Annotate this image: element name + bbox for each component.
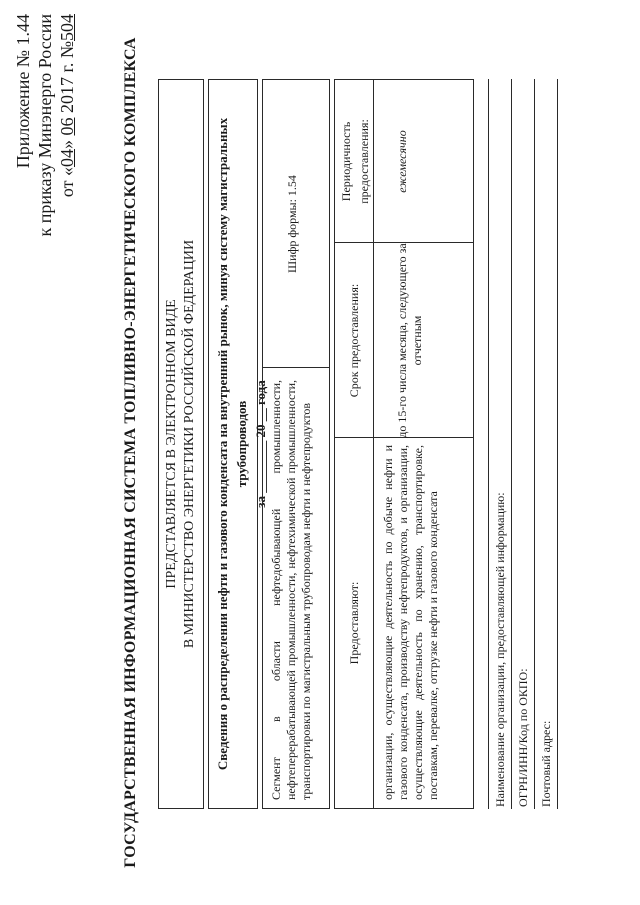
cell-provided-by: организации, осуществляющие деятельность по добыче нефти и газового конденсата, производству нефтепродуктов, и организации, осуществляющие деятельность по хранению, транспортировке, поставкам, перевалке, отгрузке нефти и газового конденсата (381, 445, 440, 800)
submission-box (158, 79, 204, 809)
appendix-title: Приложение № 1.44 (13, 14, 33, 169)
cell-frequency: ежемесячно (395, 130, 409, 193)
appendix-order: к приказу Минэнерго России (35, 14, 55, 237)
ogrn-field: ОГРН/ИНН/Код по ОКПО: (512, 79, 535, 809)
appendix-date: от «04» 06 2017 г. №504 (57, 14, 77, 198)
header-deadline: Срок предоставления: (347, 283, 361, 398)
reporting-table (334, 79, 474, 809)
appendix-number: 504 (57, 14, 77, 41)
appendix-header (12, 14, 78, 237)
report-period: за ________ 20 __ года (253, 380, 268, 508)
appendix-day: 04 (57, 149, 77, 168)
report-title-box (208, 79, 268, 809)
segment-box (262, 79, 330, 809)
submission-line-2: В МИНИСТЕРСТВО ЭНЕРГЕТИКИ РОССИЙСКОЙ ФЕДЕРАЦИИ (182, 239, 197, 649)
report-title: Сведения о распределении нефти и газового конденсата на внутренний рынок, минуя систему магистральных трубопроводов (215, 117, 249, 771)
segment-text: Сегмент в области нефтедобывающей промышленности, нефтеперерабатывающей промышленности, нефтехимической промышленности, транспортировки по магистральным трубопроводам нефти и нефтепродуктов (269, 380, 313, 800)
address-field: Почтовый адрес: (535, 79, 558, 809)
organization-info (488, 79, 558, 809)
org-name-field: Наименование организации, предоставляющей информацию: (489, 79, 512, 809)
submission-line-1: ПРЕДСТАВЛЯЕТСЯ В ЭЛЕКТРОННОМ ВИДЕ (164, 299, 179, 589)
header-provided-by: Предоставляют: (347, 581, 361, 665)
cell-deadline: до 15-го числа месяца, следующего за отчетным (395, 243, 424, 438)
header-frequency: Периодичность предоставления: (339, 119, 371, 204)
appendix-month: 06 (57, 117, 77, 136)
form-code: Шифр формы: 1.54 (285, 175, 299, 273)
appendix-year: 2017 (57, 77, 77, 114)
document-title: ГОСУДАРСТВЕННАЯ ИНФОРМАЦИОННАЯ СИСТЕМА ТОПЛИВНО-ЭНЕРГЕТИЧЕСКОГО КОМПЛЕКСА (122, 37, 139, 868)
